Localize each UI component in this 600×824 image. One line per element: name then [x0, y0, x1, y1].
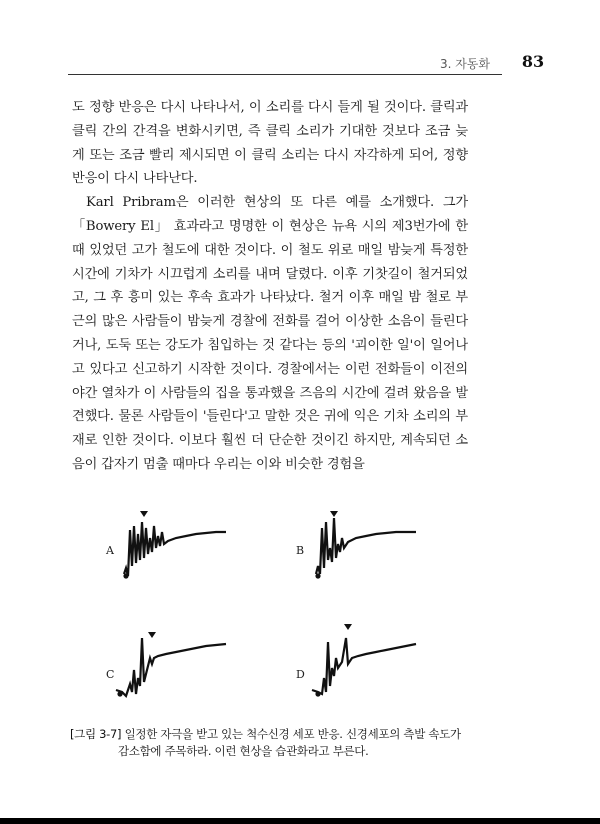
panel-d [296, 624, 416, 697]
paragraph-1: 도 정향 반응은 다시 나타나서, 이 소리를 다시 들게 될 것이다. 클릭과 클릭 간의 간격을 변화시키면, 즉 클릭 소리가 기대한 것보다 조금 늦게 또는 조금 빨리 제시되면 이 클릭 소리는 다시 자각하게 되어, 정향반응이 다시 나타난다. [72, 100, 468, 187]
trace-b [316, 518, 416, 574]
page-number: 83 [521, 52, 545, 71]
trace-c [116, 638, 226, 696]
panel-label-a: A [106, 544, 114, 557]
header-rule [68, 74, 502, 75]
trace-a [124, 522, 226, 576]
chapter-title: 3. 자동화 [439, 57, 490, 71]
panel-b [296, 511, 416, 579]
panel-label-d: D [296, 668, 305, 681]
stimulus-dot-a [123, 573, 128, 578]
trace-d [312, 638, 416, 694]
panel-a [105, 511, 226, 579]
paragraph-2: Karl Pribram은 이러한 현상의 또 다른 예를 소개했다. 그가 「Bowery El」 효과라고 명명한 이 현상은 뉴욕 시의 제3번가에 한때 있었던 고가 철도에 대한 것이다. 이 철도 위로 매일 밤늦게 특정한 시간에 기차가 시끄럽게 소리를 내며 달렸다. 이후 기찻길이 철거되었고, 그 후 흥미 있는 후속 효과가 나타났다. 철거 이후 매일 밤 철로 부근의 많은 사람들이 밤늦게 경찰에 전화를 걸어 이상한 소음이 들린다거나, 도둑 또는 강도가 침입하는 것 같다는 등의 '괴이한 일'이 일어나고 있다고 신고하기 시작한 것이다. 경찰에서는 이런 전화들이 이전의 야간 열차가 이 사람들의 집을 통과했을 즈음의 시간에 걸려 왔음을 발견했다. 물론 사람들이 '들린다'고 말한 것은 귀에 익은 기차 소리의 부재로 인한 것이다. 이보다 훨씬 더 단순한 것이긴 하지만, 계속되던 소음이 갑자기 멈출 때마다 우리는 이와 비슷한 경험을 [72, 195, 468, 472]
figure-habituation-traces [96, 508, 516, 718]
trace-panels-svg [96, 508, 516, 718]
stimulus-dot-b [315, 573, 320, 578]
figure-caption [70, 726, 490, 760]
caption-line-1: [그림 3-7] 일정한 자극을 받고 있는 척수신경 세포 반응. 신경세포의 측발 속도가 [70, 727, 461, 741]
panel-label-b: B [296, 544, 305, 557]
marker-triangle-d [344, 624, 352, 630]
caption-line-2: 감소함에 주목하라. 이런 현상을 습관화라고 부른다. [118, 744, 369, 758]
stimulus-dot-d [315, 691, 320, 696]
stimulus-dot-c [117, 691, 122, 696]
body-text [72, 96, 468, 477]
marker-triangle-a [140, 511, 148, 517]
marker-triangle-c [148, 632, 156, 638]
panel-c [106, 632, 226, 697]
bottom-edge-bar [0, 818, 600, 824]
panel-label-c: C [106, 668, 115, 681]
marker-triangle-b [330, 511, 338, 517]
